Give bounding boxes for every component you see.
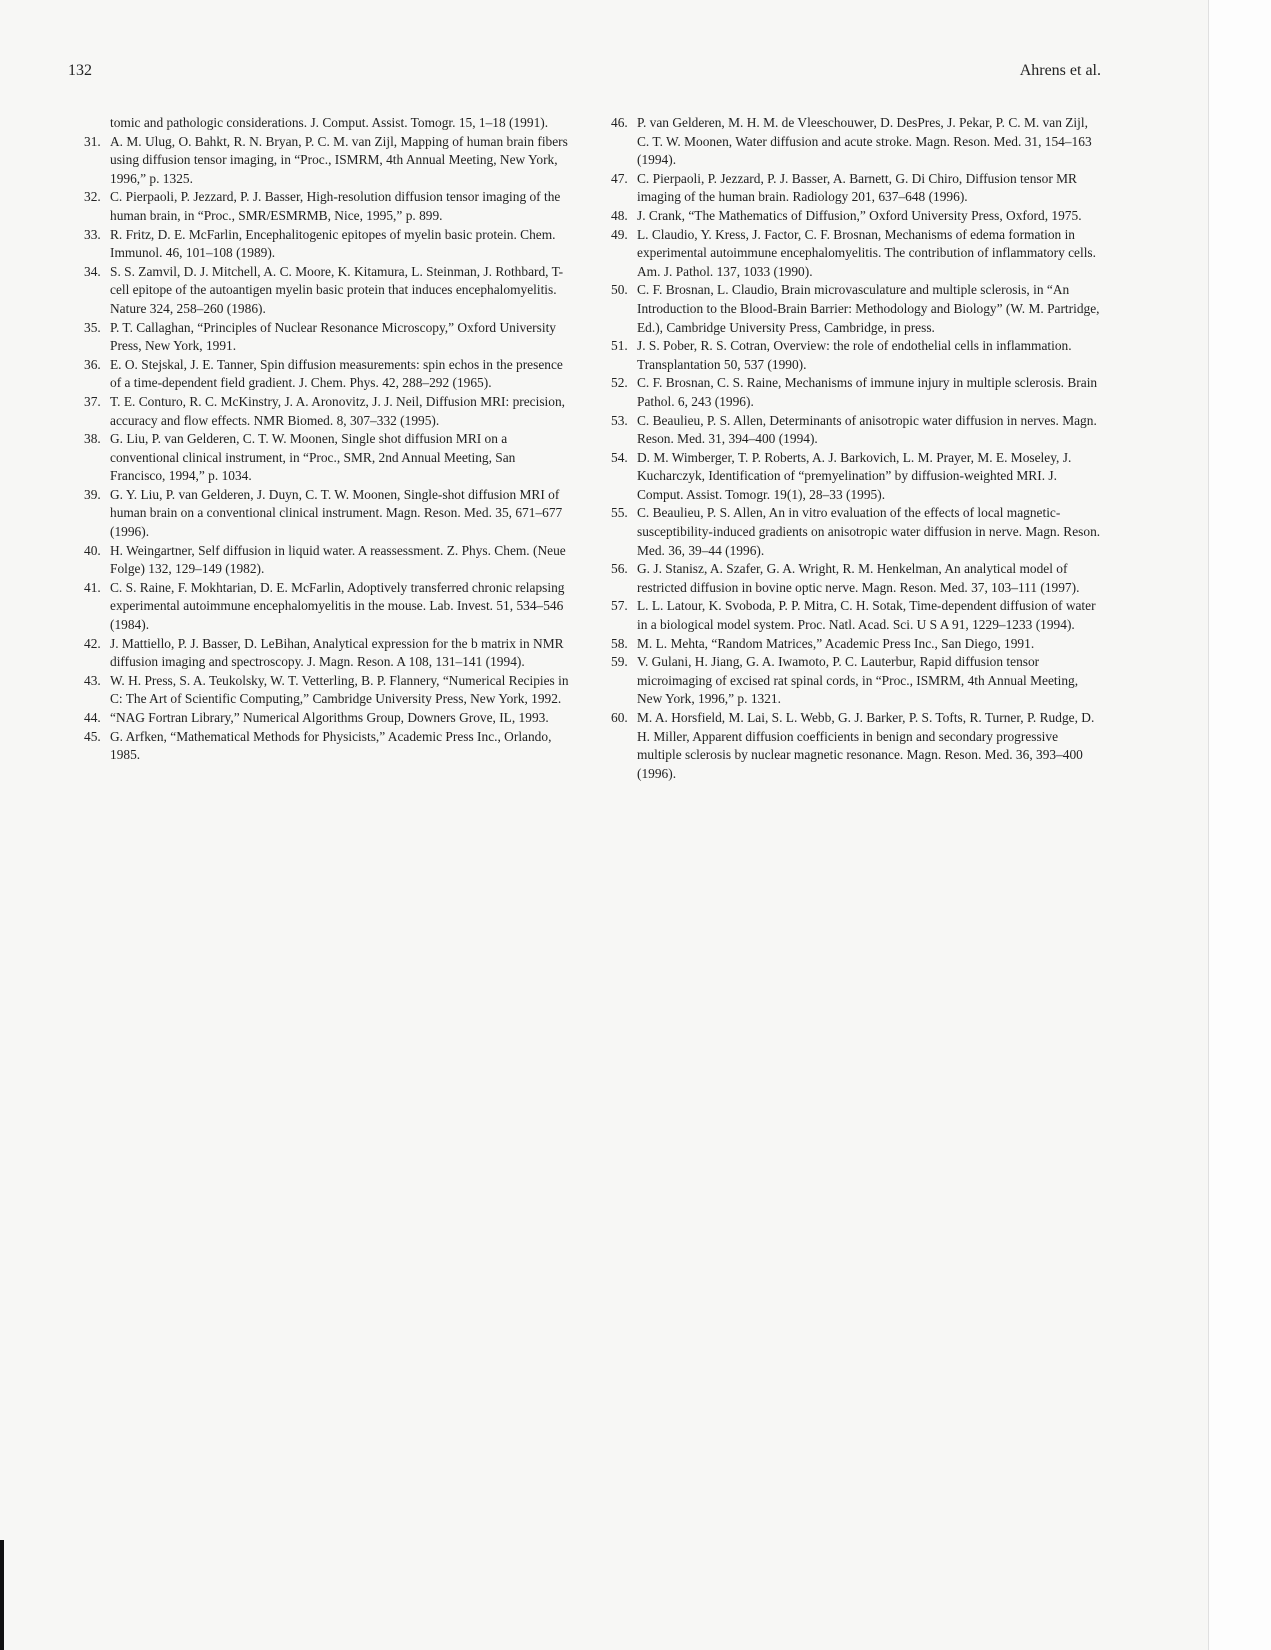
reference-text: G. Arfken, “Mathematical Methods for Physicists,” Academic Press Inc., Orlando, 1985. (110, 728, 552, 763)
reference-number: 34. (84, 263, 101, 279)
reference-item (84, 133, 574, 189)
reference-item (611, 635, 1101, 654)
reference-text: P. van Gelderen, M. H. M. de Vleeschouwer, D. DesPres, J. Pekar, P. C. M. van Zijl, C. T. W. Moonen, Water diffusion and acute stroke. Magn. Reson. Med. 31, 154–163 (1994). (637, 115, 1092, 168)
reference-text: T. E. Conturo, R. C. McKinstry, J. A. Aronovitz, J. J. Neil, Diffusion MRI: precision, accuracy and flow effects. NMR Biomed. 8, 307–332 (1995). (110, 393, 566, 428)
running-head: Ahrens et al. (1019, 62, 1101, 79)
reference-item (84, 728, 574, 765)
reference-number: 39. (84, 486, 101, 502)
reference-text: C. Beaulieu, P. S. Allen, Determinants of anisotropic water diffusion in nerves. Magn. Reson. Med. 31, 394–400 (1994). (637, 412, 1097, 447)
left-column (84, 114, 574, 765)
reference-item (611, 170, 1101, 207)
reference-number: 52. (611, 375, 628, 391)
reference-text: H. Weingartner, Self diffusion in liquid water. A reassessment. Z. Phys. Chem. (Neue Folge) 132, 129–149 (1982). (110, 542, 566, 577)
reference-text: W. H. Press, S. A. Teukolsky, W. T. Vetterling, B. P. Flannery, “Numerical Recipies in C: The Art of Scientific Computing,” Cambridge University Press, New York, 1992. (110, 672, 569, 707)
reference-text: D. M. Wimberger, T. P. Roberts, A. J. Barkovich, L. M. Prayer, M. E. Moseley, J. Kucharczyk, Identification of “premyelination” by diffusion-weighted MRI. J. Comput. Assist. Tomogr. 19(1), 28–33 (1995). (637, 449, 1072, 502)
reference-item (84, 486, 574, 542)
reference-text: R. Fritz, D. E. McFarlin, Encephalitogenic epitopes of myelin basic protein. Chem. Immunol. 46, 101–108 (1989). (110, 226, 556, 261)
reference-item (84, 263, 574, 319)
reference-number: 44. (84, 710, 101, 725)
reference-item (611, 374, 1101, 411)
reference-number: 31. (84, 133, 101, 149)
reference-item (611, 653, 1101, 709)
reference-item (611, 560, 1101, 597)
reference-item (611, 709, 1101, 783)
reference-item (611, 337, 1101, 374)
reference-number: 37. (84, 393, 101, 409)
reference-text: P. T. Callaghan, “Principles of Nuclear Resonance Microscopy,” Oxford University Press, New York, 1991. (110, 319, 556, 354)
page-number: 132 (68, 62, 92, 79)
reference-text: C. Pierpaoli, P. Jezzard, P. J. Basser, High-resolution diffusion tensor imaging of the human brain, in “Proc., SMR/ESMRMB, Nice, 1995,” p. 899. (110, 189, 561, 223)
reference-text: M. A. Horsfield, M. Lai, S. L. Webb, G. J. Barker, P. S. Tofts, R. Turner, P. Rudge, D. H. Miller, Apparent diffusion coefficients in benign and secondary progressive multiple sclerosis by nuclear magnetic resonance. Magn. Reson. Med. 36, 393–400 (1996). (637, 710, 1095, 781)
reference-text: J. S. Pober, R. S. Cotran, Overview: the role of endothelial cells in inflammation. Transplantation 50, 537 (1990). (637, 338, 1072, 372)
reference-item (84, 672, 574, 709)
reference-number: 42. (84, 635, 101, 651)
reference-item (611, 281, 1101, 337)
reference-item (611, 114, 1101, 170)
reference-text: C. F. Brosnan, C. S. Raine, Mechanisms of immune injury in multiple sclerosis. Brain Pathol. 6, 243 (1996). (637, 375, 1098, 409)
right-column (611, 114, 1101, 783)
reference-number: 58. (611, 635, 628, 651)
reference-item (84, 188, 574, 225)
reference-item (84, 319, 574, 356)
reference-number: 48. (611, 207, 628, 223)
reference-text: C. S. Raine, F. Mokhtarian, D. E. McFarlin, Adoptively transferred chronic relapsing experimental autoimmune encephalomyelitis in the mouse. Lab. Invest. 51, 534–546 (1984). (110, 579, 565, 633)
reference-number: 46. (611, 115, 628, 130)
reference-number: 47. (611, 170, 628, 186)
reference-number: 49. (611, 226, 628, 242)
reference-item (84, 430, 574, 486)
reference-number: 57. (611, 598, 628, 614)
reference-item (84, 393, 574, 430)
reference-text: M. L. Mehta, “Random Matrices,” Academic Press Inc., San Diego, 1991. (637, 635, 1035, 651)
reference-number: 56. (611, 561, 628, 577)
reference-text: C. Beaulieu, P. S. Allen, An in vitro evaluation of the effects of local magnetic-susceptibility-induced gradients on anisotropic water diffusion in nerve. Magn. Reson. Med. 36, 39–44 (1996). (637, 505, 1101, 558)
page-edge (1208, 0, 1271, 1650)
reference-number: 59. (611, 654, 628, 670)
reference-number: 43. (84, 672, 101, 688)
reference-number: 60. (611, 710, 628, 725)
reference-number: 54. (611, 449, 628, 465)
reference-number: 33. (84, 226, 101, 242)
reference-item (611, 207, 1101, 226)
reference-text: J. Mattiello, P. J. Basser, D. LeBihan, Analytical expression for the b matrix in NMR diffusion imaging and spectroscopy. J. Magn. Reson. A 108, 131–141 (1994). (110, 635, 564, 670)
reference-item (84, 226, 574, 263)
reference-text: J. Crank, “The Mathematics of Diffusion,” Oxford University Press, Oxford, 1975. (637, 207, 1082, 223)
reference-text: A. M. Ulug, O. Bahkt, R. N. Bryan, P. C. M. van Zijl, Mapping of human brain fibers using diffusion tensor imaging, in “Proc., ISMRM, 4th Annual Meeting, New York, 1996,” p. 1325. (110, 133, 568, 186)
reference-number: 40. (84, 542, 101, 558)
reference-text: S. S. Zamvil, D. J. Mitchell, A. C. Moore, K. Kitamura, L. Steinman, J. Rothbard, T-cell epitope of the autoantigen myelin basic protein that induces encephalomyelitis. Nature 324, 258–260 (1986). (110, 263, 564, 316)
reference-continuation: tomic and pathologic considerations. J. Comput. Assist. Tomogr. 15, 1–18 (1991). (110, 115, 549, 130)
reference-item (611, 449, 1101, 505)
reference-item (611, 412, 1101, 449)
reference-text: G. Liu, P. van Gelderen, C. T. W. Moonen, Single shot diffusion MRI on a conventional clinical instrument, in “Proc., SMR, 2nd Annual Meeting, San Francisco, 1994,” p. 1034. (110, 431, 516, 484)
reference-number: 38. (84, 431, 101, 447)
reference-number: 41. (84, 579, 101, 595)
reference-item (84, 356, 574, 393)
reference-text: G. J. Stanisz, A. Szafer, G. A. Wright, R. M. Henkelman, An analytical model of restricted diffusion in bovine optic nerve. Magn. Reson. Med. 37, 103–111 (1997). (637, 561, 1080, 595)
scan-mark (0, 1540, 4, 1650)
reference-text: C. Pierpaoli, P. Jezzard, P. J. Basser, A. Barnett, G. Di Chiro, Diffusion tensor MR imaging of the human brain. Radiology 201, 637–648 (1996). (637, 170, 1077, 205)
reference-number: 35. (84, 319, 101, 335)
reference-item (84, 635, 574, 672)
reference-text: E. O. Stejskal, J. E. Tanner, Spin diffusion measurements: spin echos in the presence of a time-dependent field gradient. J. Chem. Phys. 42, 288–292 (1965). (110, 356, 563, 391)
reference-number: 53. (611, 412, 628, 428)
reference-text: L. L. Latour, K. Svoboda, P. P. Mitra, C. H. Sotak, Time-dependent diffusion of water in a biological model system. Proc. Natl. Acad. Sci. U S A 91, 1229–1233 (1994). (637, 598, 1096, 633)
reference-item (611, 504, 1101, 560)
reference-item (84, 709, 574, 728)
reference-text: V. Gulani, H. Jiang, G. A. Iwamoto, P. C. Lauterbur, Rapid diffusion tensor microimaging of excised rat spinal cords, in “Proc., ISMRM, 4th Annual Meeting, New York, 1996,” p. 1321. (637, 654, 1079, 707)
reference-item (611, 226, 1101, 282)
reference-number: 55. (611, 505, 628, 521)
reference-text: L. Claudio, Y. Kress, J. Factor, C. F. Brosnan, Mechanisms of edema formation in experimental autoimmune encephalomyelitis. The contribution of inflammatory cells. Am. J. Pathol. 137, 1033 (1990). (637, 226, 1096, 279)
reference-number: 32. (84, 189, 101, 205)
reference-number: 45. (84, 728, 101, 744)
reference-text: C. F. Brosnan, L. Claudio, Brain microvasculature and multiple sclerosis, in “An Introduction to the Blood-Brain Barrier: Methodology and Biology” (W. M. Partridge, Ed.), Cambridge University Press, Cambridge, in press. (637, 282, 1100, 335)
reference-item (84, 579, 574, 635)
reference-number: 50. (611, 282, 628, 298)
reference-item (84, 542, 574, 579)
page-header (68, 62, 1101, 86)
reference-text: “NAG Fortran Library,” Numerical Algorithms Group, Downers Grove, IL, 1993. (110, 710, 549, 725)
reference-text: G. Y. Liu, P. van Gelderen, J. Duyn, C. T. W. Moonen, Single-shot diffusion MRI of human brain on a conventional clinical instrument. Magn. Reson. Med. 35, 671–677 (1996). (110, 486, 563, 540)
reference-number: 51. (611, 338, 628, 354)
reference-item (611, 597, 1101, 634)
reference-number: 36. (84, 356, 101, 372)
